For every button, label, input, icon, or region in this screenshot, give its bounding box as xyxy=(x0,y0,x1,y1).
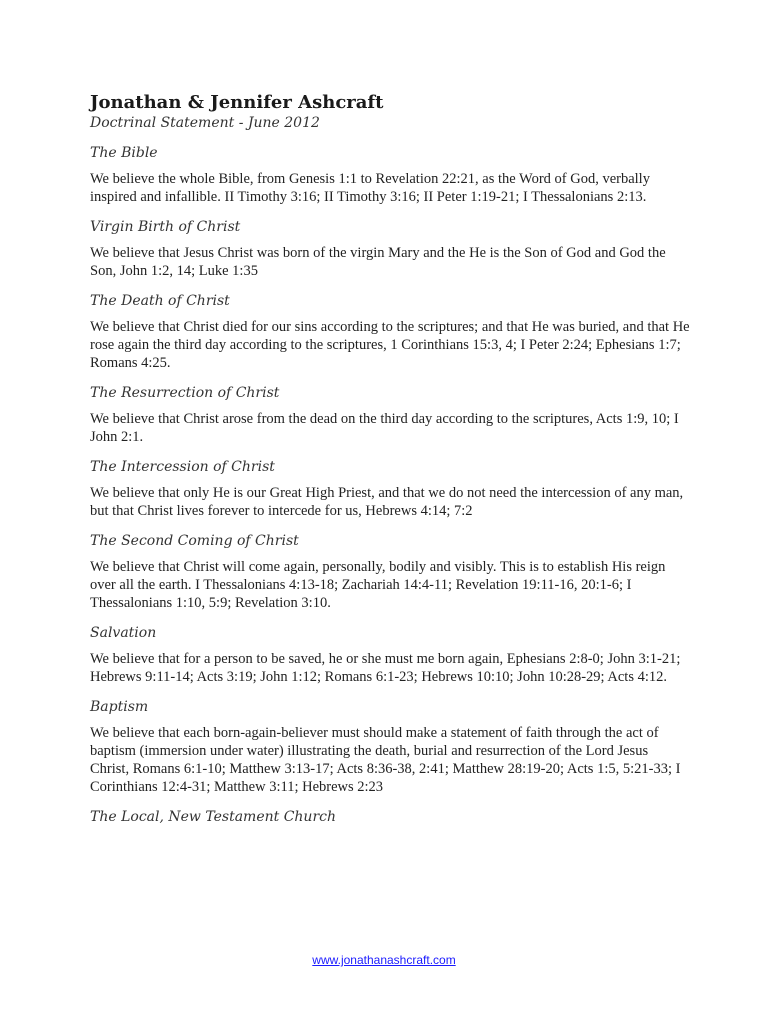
section-body: We believe that Jesus Christ was born of the virgin Mary and the He is the Son of God and God the Son, John 1:2, 14; Luke 1:35 xyxy=(90,245,666,279)
section-virgin-birth xyxy=(90,218,690,280)
section-heading: The Second Coming of Christ xyxy=(90,533,299,549)
section-body: We believe that Christ died for our sins according to the scriptures; and that He was buried, and that He rose again the third day according to the scriptures, 1 Corinthians 15:3, 4; I Peter 2:24; Ephesians 1:7; Romans 4:25. xyxy=(90,319,690,371)
section-heading: The Intercession of Christ xyxy=(90,459,275,475)
section-resurrection xyxy=(90,384,690,446)
section-baptism xyxy=(90,698,690,796)
section-body: We believe that for a person to be saved, he or she must me born again, Ephesians 2:8-0; John 3:1-21; Hebrews 9:11-14; Acts 3:19; John 1:12; Romans 6:1-23; Hebrews 10:10; John 10:28-29; Acts 4:12. xyxy=(90,651,681,685)
section-local-church xyxy=(90,808,690,826)
section-heading: Virgin Birth of Christ xyxy=(90,219,241,235)
section-bible xyxy=(90,144,690,206)
section-heading: Salvation xyxy=(90,625,157,641)
document-title: Jonathan & Jennifer Ashcraft xyxy=(90,92,384,113)
section-body: We believe that only He is our Great High Priest, and that we do not need the intercession of any man, but that Christ lives forever to intercede for us, Hebrews 4:14; 7:2 xyxy=(90,485,684,519)
section-heading: The Resurrection of Christ xyxy=(90,385,280,401)
section-body: We believe that Christ arose from the dead on the third day according to the scriptures, Acts 1:9, 10; I John 2:1. xyxy=(90,411,679,445)
document-subtitle: Doctrinal Statement - June 2012 xyxy=(90,115,320,131)
section-heading: The Local, New Testament Church xyxy=(90,809,336,825)
section-body: We believe that Christ will come again, personally, bodily and visibly. This is to establish His reign over all the earth. I Thessalonians 4:13-18; Zachariah 14:4-11; Revelation 19:11-16, 20:1-6; I Thessalonians 1:10, 5:9; Revelation 3:10. xyxy=(90,559,666,611)
section-salvation xyxy=(90,624,690,686)
section-second-coming xyxy=(90,532,690,612)
document-page xyxy=(90,92,690,834)
section-death-of-christ xyxy=(90,292,690,372)
section-body: We believe that each born-again-believer must should make a statement of faith through the act of baptism (immersion under water) illustrating the death, burial and resurrection of the Lord Jesus Christ, Romans 6:1-10; Matthew 3:13-17; Acts 8:36-38, 2:41; Matthew 28:19-20; Acts 1:5, 5:21-33; I Corinthians 12:4-31; Matthew 3:11; Hebrews 2:23 xyxy=(90,725,681,795)
website-link[interactable]: www.jonathanashcraft.com xyxy=(312,953,456,967)
section-heading: Baptism xyxy=(90,699,149,715)
section-body: We believe the whole Bible, from Genesis 1:1 to Revelation 22:21, as the Word of God, verbally inspired and infallible. II Timothy 3:16; II Timothy 3:16; II Peter 1:19-21; I Thessalonians 2:13. xyxy=(90,171,650,205)
section-heading: The Bible xyxy=(90,145,158,161)
section-intercession xyxy=(90,458,690,520)
section-heading: The Death of Christ xyxy=(90,293,230,309)
